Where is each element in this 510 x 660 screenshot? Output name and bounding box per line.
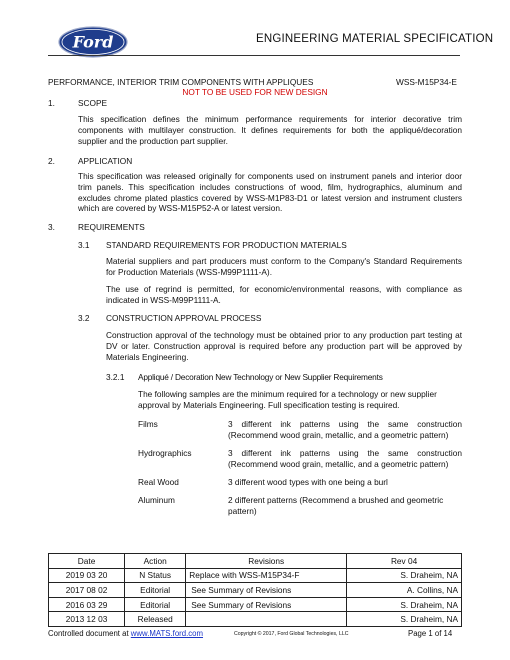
cell-author: S. Draheim, NA [347,612,462,627]
header-date: Date [49,554,125,569]
table-row [49,612,462,627]
cell-action: Editorial [125,583,186,598]
section-3-1-paragraph-1: Material suppliers and part producers must conform to the Company's Standard Requirements for Production Materials (WSS-M99P1111-A). [106,256,462,277]
table-row [49,583,462,598]
mats-link[interactable]: www.MATS.ford.com [130,629,204,638]
cell-action: Released [125,612,186,627]
cell-action: Editorial [125,597,186,612]
sample-label-aluminum: Aluminum [138,495,175,505]
revision-table [48,553,462,627]
section-3-2-paragraph-1: Construction approval of the technology must be obtained prior to any production part testing at DV or later. Construction approval is required before any production part will be approved by Materials Engineering. [106,330,462,362]
section-2-text: This specification was released originally for components used on instrument panels and interior door trim panels. This specification includes constructions of wood, film, hydrographics, aluminum and excludes chrome plated plastics covered by WSS-M1P83-D1 or latest version and instrument clusters which are covered by WSS-M15P52-A or latest version. [78,171,462,214]
cell-revision [186,612,347,627]
cell-author: S. Draheim, NA [347,597,462,612]
section-1-heading: SCOPE [78,98,108,108]
sample-label-hydrographics: Hydrographics [138,448,192,458]
section-3-2-1-paragraph: The following samples are the minimum required for a technology or new supplier approval by Materials Engineering. Full specification testing is required. [138,389,437,410]
ford-logo [58,26,128,58]
section-1-text: This specification defines the minimum performance requirements for interior decorative trim components with multilayer construction. It defines requirements for both the appliqué/decoration supplier and the production part supplier. [78,114,462,146]
section-3-number: 3. [48,222,55,232]
document-number: WSS-M15P34-E [396,77,457,87]
cell-revision: See Summary of Revisions [186,583,347,598]
table-row [49,597,462,612]
cell-revision: Replace with WSS-M15P34-F [186,568,347,583]
sample-label-films: Films [138,419,158,429]
cell-date: 2017 08 02 [49,583,125,598]
section-3-heading: REQUIREMENTS [78,222,145,232]
header-rev: Rev 04 [347,554,462,569]
logo-text: Ford [72,32,114,52]
header-revisions: Revisions [186,554,347,569]
header-title: ENGINEERING MATERIAL SPECIFICATION [256,33,494,45]
section-3-1-heading: STANDARD REQUIREMENTS FOR PRODUCTION MATERIALS [106,240,347,250]
page-number: Page 1 of 14 [408,629,453,638]
cell-author: A. Collins, NA [347,583,462,598]
footer-copyright: Copyright © 2017, Ford Global Technologies, LLC [234,631,349,637]
cell-revision: See Summary of Revisions [186,597,347,612]
section-3-2-heading: CONSTRUCTION APPROVAL PROCESS [106,313,262,323]
section-3-2-1-number: 3.2.1 [106,372,125,382]
cell-date: 2013 12 03 [49,612,125,627]
sample-label-real-wood: Real Wood [138,477,179,487]
revision-table-header [49,554,462,569]
section-2-number: 2. [48,156,55,166]
status-warning: NOT TO BE USED FOR NEW DESIGN [182,87,328,97]
sample-text-hydrographics: 3 different ink patterns using the same construction (Recommend wood grain, metallic, and a geometric pattern) [228,448,462,469]
table-row [49,568,462,583]
cell-action: N Status [125,568,186,583]
header-action: Action [125,554,186,569]
section-2-heading: APPLICATION [78,156,133,166]
cell-date: 2016 03 29 [49,597,125,612]
section-1-number: 1. [48,98,55,108]
sample-text-real-wood: 3 different wood types with one being a burl [228,477,388,487]
cell-author: S. Draheim, NA [347,568,462,583]
section-3-2-1-heading: Appliqué / Decoration New Technology or New Supplier Requirements [138,372,383,382]
cell-date: 2019 03 20 [49,568,125,583]
sample-text-aluminum: 2 different patterns (Recommend a brushed and geometric pattern) [228,495,444,516]
footer-controlled-text: Controlled document at [48,629,129,638]
section-3-1-number: 3.1 [78,240,90,250]
document-title: PERFORMANCE, INTERIOR TRIM COMPONENTS WITH APPLIQUES [48,77,314,87]
section-3-1-paragraph-2: The use of regrind is permitted, for economic/environmental reasons, with compliance as indicated in WSS-M99P1111-A. [106,284,462,305]
footer-controlled [48,629,203,638]
header-divider [48,55,460,56]
sample-text-films: 3 different ink patterns using the same construction (Recommend wood grain, metallic, and a geometric pattern) [228,419,462,440]
section-3-2-number: 3.2 [78,313,90,323]
